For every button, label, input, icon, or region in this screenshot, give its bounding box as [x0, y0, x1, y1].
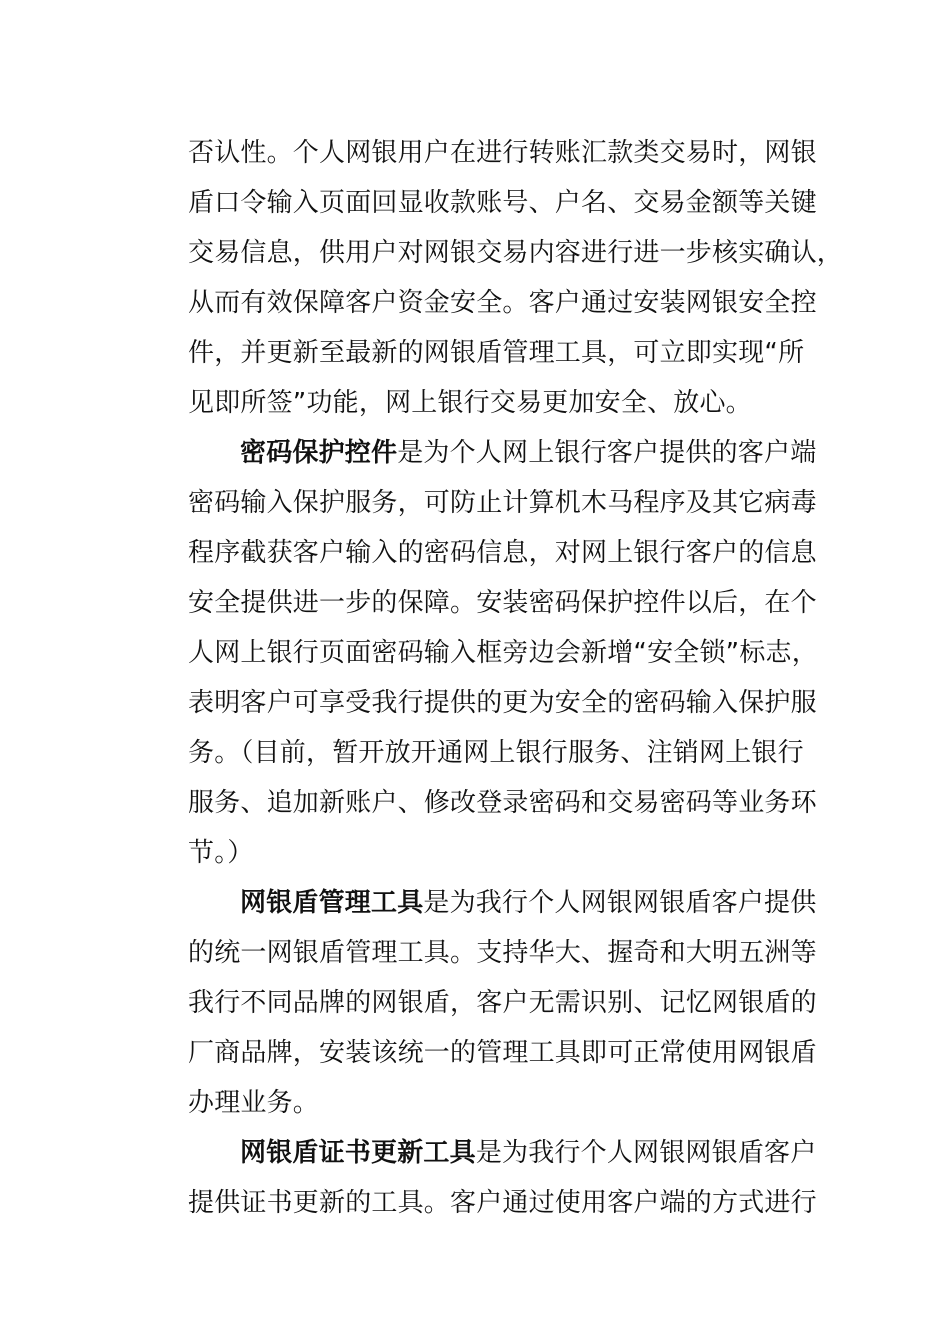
text-line: 否认性。个人网银用户在进行转账汇款类交易时，网银 — [188, 138, 817, 168]
text-line: 我行不同品牌的网银盾，客户无需识别、记忆网银盾的 — [188, 988, 817, 1018]
text-line: 盾口令输入页面回显收款账号、户名、交易金额等关键 — [188, 188, 817, 218]
text-line: 厂商品牌，安装该统一的管理工具即可正常使用网银盾 — [188, 1038, 817, 1068]
text-line: 办理业务。 — [188, 1088, 320, 1118]
document-body — [188, 128, 844, 1228]
text-line: 程序截获客户输入的密码信息，对网上银行客户的信息 — [188, 538, 817, 568]
term-heading: 网银盾管理工具 — [240, 888, 424, 918]
text-line: 从而有效保障客户资金安全。客户通过安装网银安全控 — [188, 288, 817, 318]
text-line: 表明客户可享受我行提供的更为安全的密码输入保护服 — [188, 688, 817, 718]
text-line: 的统一网银盾管理工具。支持华大、握奇和大明五洲等 — [188, 938, 817, 968]
text-run: 是为我行个人网银网银盾客户提供 — [423, 888, 817, 918]
text-run: 是为个人网上银行客户提供的客户端 — [397, 438, 817, 468]
paragraph-certificate-update — [188, 1128, 828, 1228]
text-line — [188, 878, 828, 928]
text-line: 服务、追加新账户、修改登录密码和交易密码等业务环 — [188, 788, 817, 818]
text-line: 务。（目前，暂开放开通网上银行服务、注销网上银行 — [188, 738, 804, 768]
text-line: 安全提供进一步的保障。安装密码保护控件以后，在个 — [188, 588, 817, 618]
text-line: 见即所签”功能，网上银行交易更加安全、放心。 — [188, 388, 752, 418]
text-line: 提供证书更新的工具。客户通过使用客户端的方式进行 — [188, 1188, 817, 1218]
paragraph-anti-repudiation — [188, 128, 844, 428]
text-run: 是为我行个人网银网银盾客户 — [475, 1138, 817, 1168]
text-line — [188, 1128, 828, 1178]
text-line: 交易信息，供用户对网银交易内容进行进一步核实确认， — [188, 238, 844, 268]
text-line: 密码输入保护服务，可防止计算机木马程序及其它病毒 — [188, 488, 817, 518]
text-line: 节。） — [188, 838, 254, 868]
term-heading: 网银盾证书更新工具 — [240, 1138, 476, 1168]
text-line — [188, 428, 828, 478]
text-line: 件，并更新至最新的网银盾管理工具，可立即实现“所 — [188, 338, 805, 368]
paragraph-usbkey-management — [188, 878, 828, 1128]
text-line: 人网上银行页面密码输入框旁边会新增“安全锁”标志， — [188, 638, 818, 668]
term-heading: 密码保护控件 — [240, 438, 398, 468]
paragraph-password-protection — [188, 428, 828, 878]
